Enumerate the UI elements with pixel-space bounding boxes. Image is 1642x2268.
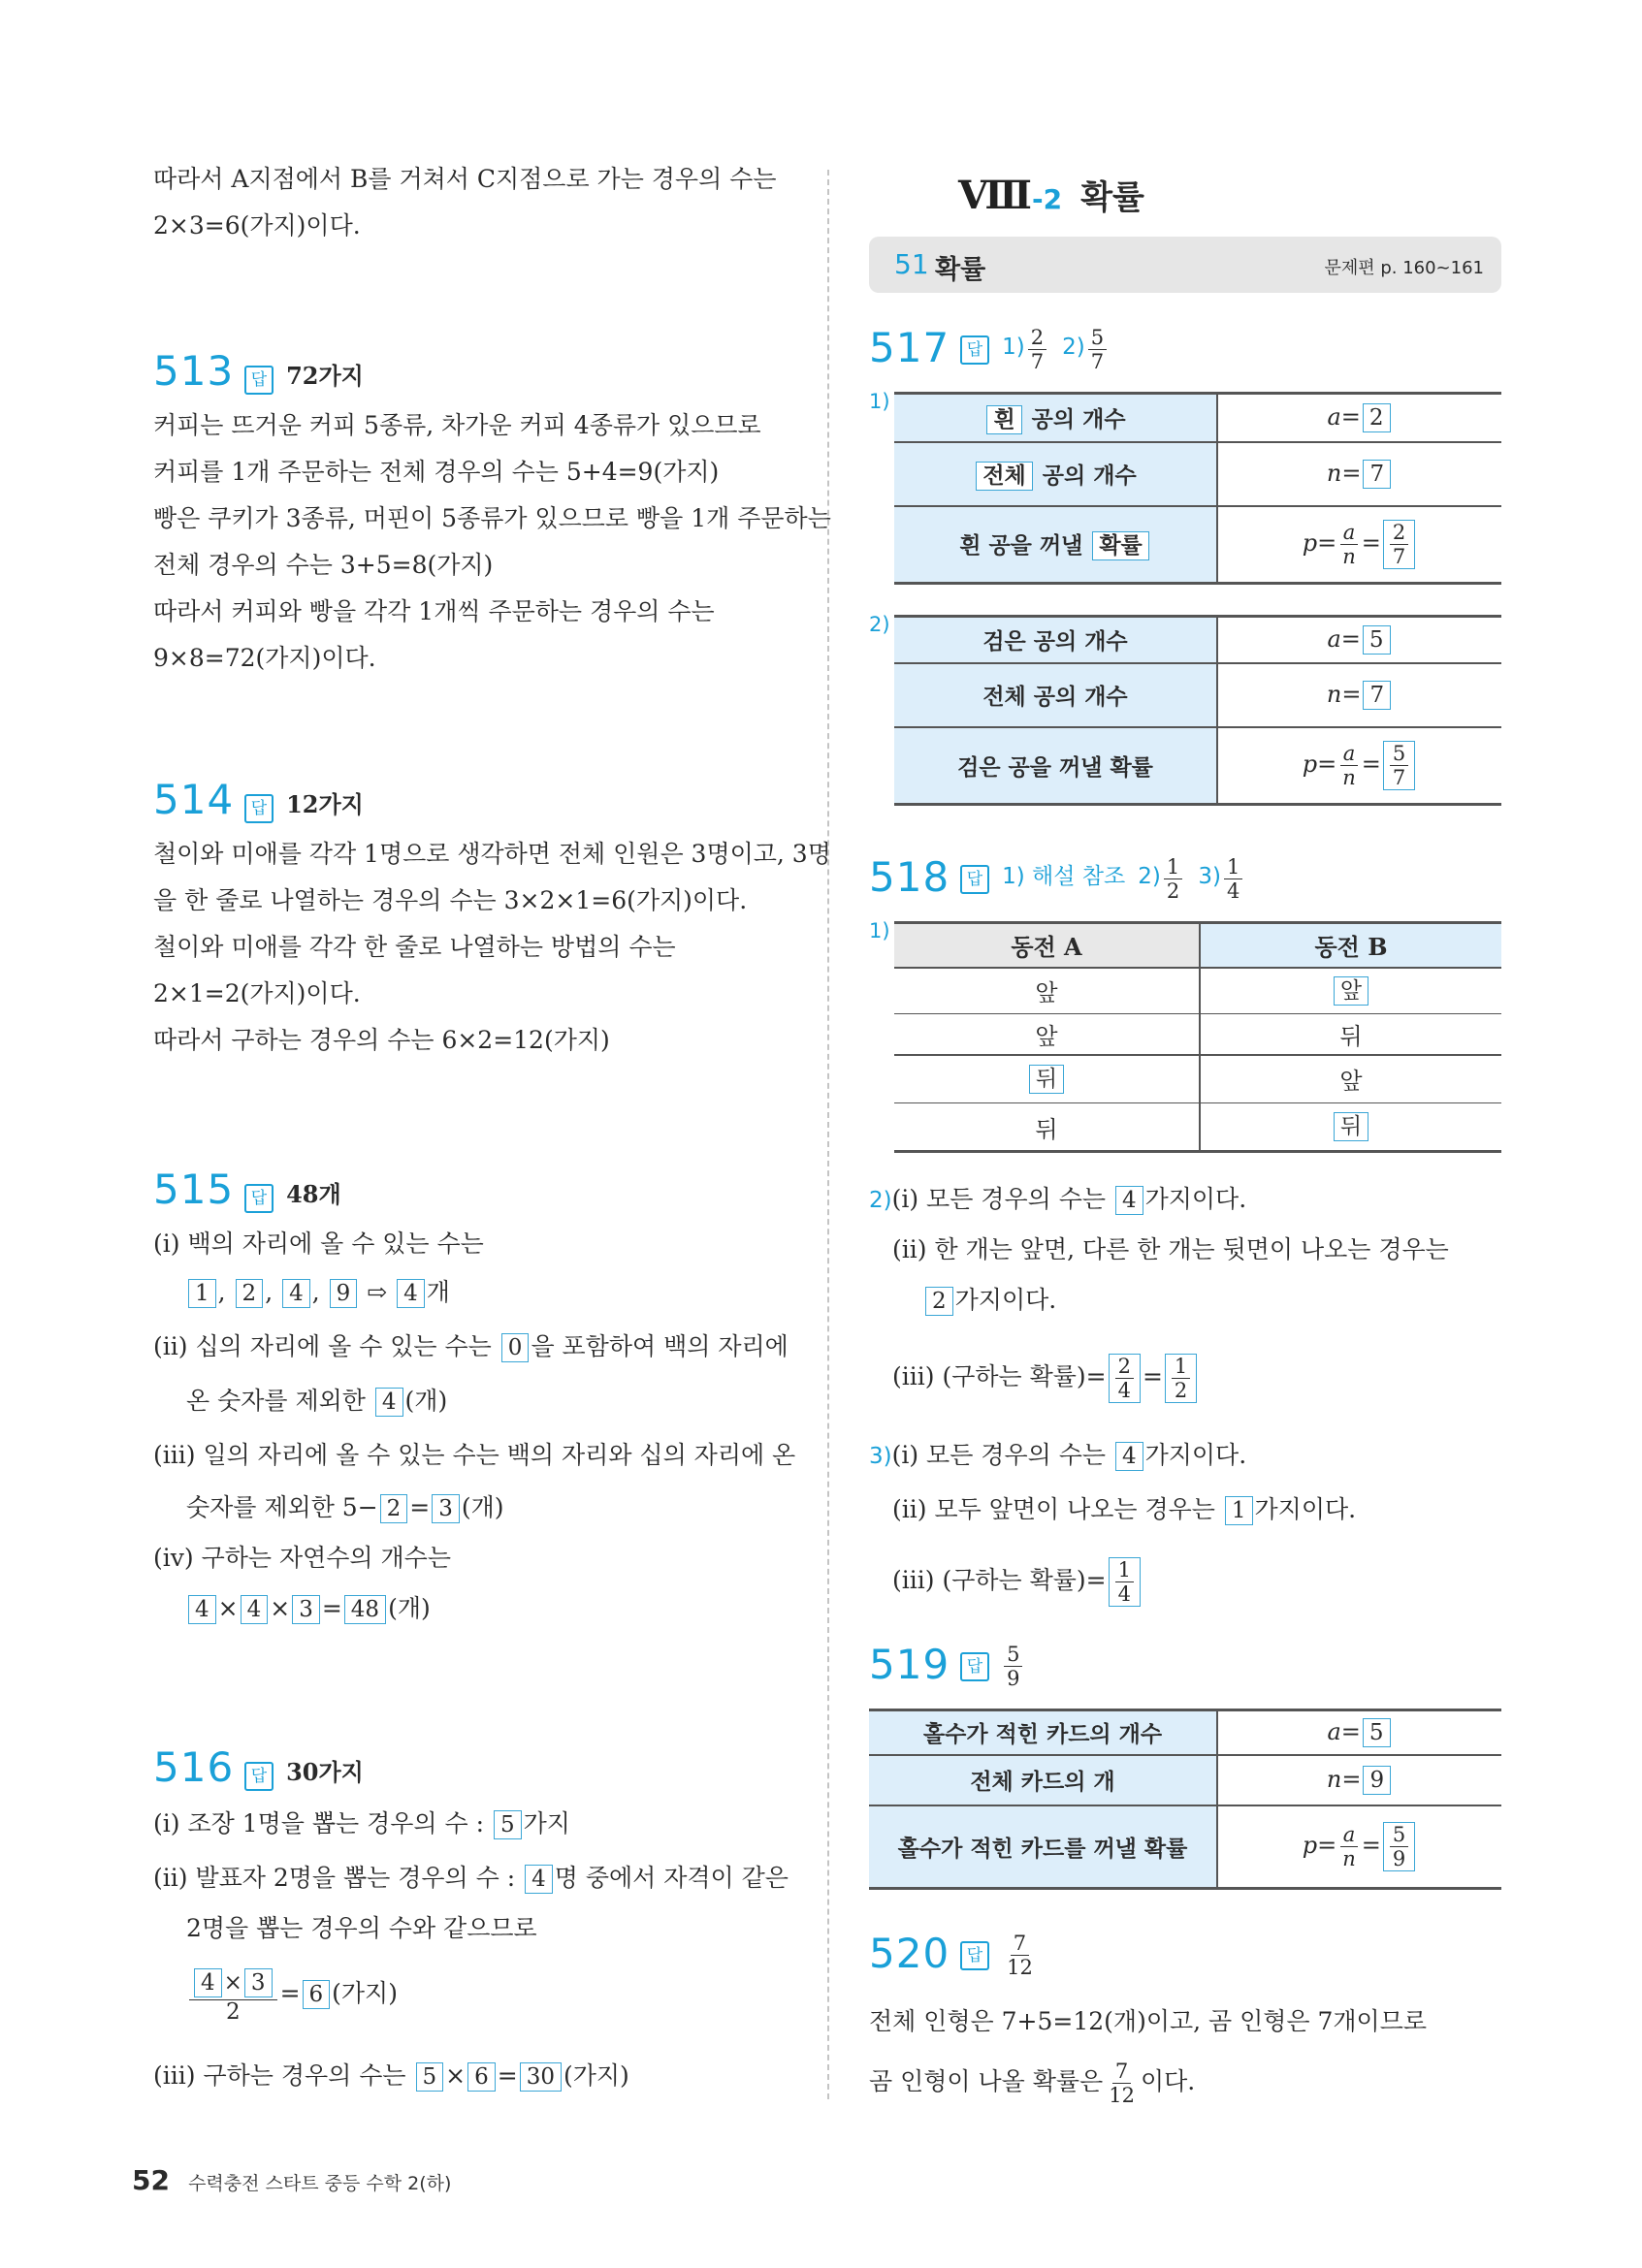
text-span: 가지이다. [1144,1441,1247,1469]
fraction-box [1109,1557,1141,1607]
unit-text: 가지 [523,1809,570,1837]
text-span: (ⅲ) (구하는 확률)= [892,1362,1107,1390]
chapter-title: 확률 [1080,178,1144,217]
table-row [894,727,1501,805]
fraction-denominator: 7 [1030,350,1045,373]
count-box: 5 [494,1810,522,1839]
answer-badge: 답 [244,1184,274,1213]
p516-line-4: $\frac{4 \times 3}{2}$ = 6 (가지) [186,1966,398,2024]
answer-515: 48개 [286,1180,341,1208]
answer-label: 1) [1002,335,1025,360]
fraction [1106,2060,1138,2107]
fraction-box [1383,741,1415,790]
count-box: 2 [925,1287,953,1316]
cell-var: p= [1302,1831,1337,1859]
table-head-cell: 검은 공의 개수 [894,617,1217,663]
p515-line-7: (ⅳ) 구하는 자연수의 개수는 [153,1544,451,1572]
highlight-box: 흰 [986,405,1021,434]
arrow-icon: ⇨ [367,1278,388,1306]
fraction-numerator: 2 [1390,521,1408,545]
table-row [894,394,1501,442]
text-span: 가지이다. [954,1286,1057,1314]
cell-text: 흰 공을 꺼낼 [959,533,1083,559]
table-517-2 [894,615,1501,806]
table-cell: 앞 [894,968,1200,1014]
digit-box: 2 [380,1494,408,1523]
highlight-box: 뒤 [1334,1112,1368,1141]
fraction [1004,1643,1022,1690]
answer-row-518 [960,855,1245,903]
answer-516: 30가지 [286,1758,364,1786]
fraction-denominator: 2 [1166,879,1180,903]
unit-text: (개) [404,1387,448,1415]
text-span: 을 포함하여 백의 자리에 [531,1332,789,1360]
p518-2-line-3 [923,1284,1056,1317]
count-box: 4 [1115,1442,1143,1471]
fraction-box [1109,1354,1141,1403]
count-box: 4 [525,1865,553,1894]
digit-box: 4 [282,1279,310,1308]
p515-line-4 [186,1385,447,1418]
digit-box: 4 [194,1968,222,1997]
table-head-cell: 전체 카드의 개 [869,1755,1217,1805]
answer-badge: 답 [960,865,989,894]
p520-line-1: 전체 인형은 7+5=12(개)이고, 곰 인형은 7개이므로 [869,2007,1428,2035]
page-number: 52 [132,2164,170,2196]
cell-var: a= [1327,1717,1361,1745]
count-box: 4 [1115,1186,1143,1215]
intro-line-1: 따라서 A지점에서 B를 거쳐서 C지점으로 가는 경우의 수는 [153,165,777,193]
p515-line-1: (ⅰ) 백의 자리에 올 수 있는 수는 [153,1230,484,1258]
table-cell [894,1055,1200,1103]
fraction-denominator: 4 [1117,1379,1131,1402]
value-box: 5 [1363,625,1391,655]
answer-row-516 [244,1753,364,1791]
sub-label: 2) [869,613,890,636]
fraction-denominator: n [1342,765,1356,789]
table-row [869,1755,1501,1805]
section-number: 51 [894,248,929,280]
cell-var: a= [1327,402,1361,431]
problem-number-516: 516 [153,1743,235,1791]
p518-2-line-1 [869,1183,1246,1217]
fraction [1224,855,1242,903]
table-row [894,663,1501,727]
table-cell [1200,1103,1501,1152]
coin-table [894,921,1501,1153]
fraction-numerator: 1 [1115,1558,1134,1582]
fraction-numerator: 7 [1011,1932,1029,1956]
table-head-cell [894,506,1217,584]
answer-label: 2) [1062,335,1085,360]
fraction-denominator: 7 [1392,765,1406,789]
answer-row-514 [244,785,364,823]
text-span: 이다. [1140,2067,1196,2095]
text-span: 숫자를 제외한 5− [186,1493,378,1521]
table-row [894,617,1501,663]
table-value-cell: p= $\frac{a}{n}$ = $\frac{5}{9}$ [1217,1805,1501,1889]
fraction: $\frac{4 \times 3}{2}$ [189,1966,277,2024]
table-value-cell [1217,1710,1501,1755]
cell-var: n= [1326,459,1362,487]
table-head-cell: 홀수가 적힌 카드의 개수 [869,1710,1217,1755]
fraction-numerator: 5 [1390,742,1408,766]
table-value-cell: p= $\frac{a}{n}$ = $\frac{2}{7}$ [1217,506,1501,584]
table-value-cell [1217,394,1501,442]
highlight-box: 앞 [1334,976,1368,1006]
text-span: 곰 인형이 나올 확률은 [869,2067,1104,2095]
text-span: 가지이다. [1144,1185,1247,1213]
fraction-numerator: a [1340,742,1359,766]
text-span: 가지이다. [1254,1495,1357,1523]
cell-var: p= [1302,750,1337,778]
book-title: 수력충전 스타트 중등 수학 2(하) [188,2173,452,2194]
table-row [894,442,1501,506]
problem-number-517: 517 [869,324,950,371]
sub-label: 1) [869,390,890,413]
answer-label: 3) [1198,864,1221,889]
cell-var: a= [1327,624,1361,653]
cell-text: 공의 개수 [1031,406,1126,432]
fraction [1339,1823,1359,1870]
table-519 [869,1709,1501,1890]
p515-line-3 [153,1330,789,1363]
problem-number-513: 513 [153,347,235,395]
table-517-1 [894,392,1501,585]
fraction-denominator: 12 [1109,2084,1135,2107]
answer-row-520 [960,1932,1039,1979]
highlight-box: 전체 [976,462,1032,491]
digit-box: 1 [188,1279,216,1308]
fraction [1164,855,1182,903]
fraction-numerator: 5 [1004,1643,1022,1667]
p516-line-1 [153,1807,570,1840]
text-span: (ⅲ) (구하는 확률)= [892,1566,1107,1594]
p520-line-2 [869,2060,1195,2107]
count-box: 3 [432,1494,460,1523]
value-box: 2 [1363,403,1391,432]
fraction-denominator: 9 [1007,1667,1020,1690]
fraction-numerator: 2 [1115,1355,1134,1379]
table-head-cell: 홀수가 적힌 카드를 꺼낼 확률 [869,1805,1217,1889]
highlight-box: 확률 [1092,531,1148,560]
section-title: 확률 [935,255,986,285]
fraction-denominator: n [1342,544,1356,568]
table-head-cell [894,442,1217,506]
digit-box: 3 [292,1595,320,1624]
table-cell: 앞 [894,1014,1200,1055]
p516-line-5: (ⅲ) 구하는 경우의 수는 5 × 6 = 30 (가지) [153,2061,629,2090]
answer-row-519 [960,1643,1025,1690]
unit-text: (가지) [332,1979,398,2007]
fraction-denominator: 4 [1117,1582,1131,1606]
result-box: 30 [520,2062,562,2092]
text-span: 명 중에서 자격이 같은 [554,1864,789,1892]
p514-line-5: 따라서 구하는 경우의 수는 6×2=12(가지) [153,1026,610,1054]
table-row [894,1103,1501,1152]
text-span: (ⅱ) 발표자 2명을 뽑는 경우의 수 : [153,1864,516,1892]
p518-3-line-3 [892,1557,1143,1607]
table-row [894,1014,1501,1055]
table-row [894,968,1501,1014]
text-span: = [409,1493,431,1521]
table-row [869,1710,1501,1755]
table-header: 동전 B [1200,923,1501,968]
unit-text: 개 [426,1278,450,1306]
section-bar [869,237,1501,293]
sub-label: 2) [869,1188,892,1213]
p515-line-2: 1 , 2 , 4 , 9 ⇨ 4 개 [186,1276,450,1309]
p514-line-2: 을 한 줄로 나열하는 경우의 수는 3×2×1=6(가지)이다. [153,886,748,914]
digit-box: 4 [241,1595,269,1624]
fraction [1088,326,1107,373]
answer-row-513 [244,357,364,395]
table-value-cell: p= $\frac{a}{n}$ = $\frac{5}{7}$ [1217,727,1501,805]
cell-var: n= [1326,1765,1362,1793]
table-cell [1200,968,1501,1014]
p514-line-4: 2×1=2(가지)이다. [153,979,361,1007]
fraction-numerator: a [1340,1823,1359,1847]
digit-box: 3 [244,1968,273,1997]
fraction-box [1383,1822,1415,1871]
answer-badge: 답 [960,335,989,365]
table-header-row [894,923,1501,968]
fraction-denominator: 9 [1392,1846,1406,1870]
value-box: 7 [1363,681,1391,710]
p518-2-line-4: (ⅲ) (구하는 확률)= $\frac{2}{4}$ = $\frac{1}{2}$ [892,1354,1199,1403]
problem-number-514: 514 [153,776,235,823]
value-box: 5 [1363,1718,1391,1747]
digit-box: 9 [330,1279,358,1308]
unit-text: (가지) [563,2061,629,2090]
chapter-roman: Ⅷ [958,173,1032,218]
p514-line-3: 철이와 미애를 각각 한 줄로 나열하는 방법의 수는 [153,933,676,961]
sub-label: 1) [869,919,890,942]
table-row [894,506,1501,584]
table-value-cell [1217,1755,1501,1805]
count-box: 4 [397,1279,425,1308]
answer-row-515 [244,1175,341,1213]
table-value-cell [1217,663,1501,727]
table-head-cell: 전체 공의 개수 [894,663,1217,727]
answer-text: 1) 해설 참조 [1002,864,1126,889]
result-box: 48 [344,1595,386,1624]
fraction-denominator: 7 [1392,544,1406,568]
text-span: (ⅰ) 모든 경우의 수는 [891,1441,1107,1469]
problem-number-519: 519 [869,1641,950,1688]
section-ref: 문제편 p. 160~161 [1324,258,1484,278]
answer-label: 2) [1138,864,1161,889]
answer-513: 72가지 [286,362,364,390]
fraction-denominator: 2 [225,1999,241,2025]
cell-var: n= [1326,680,1362,708]
p513-line-3: 빵은 쿠키가 3종류, 머핀이 5종류가 있으므로 빵을 1개 주문하는 [153,504,831,532]
intro-line-2: 2×3=6(가지)이다. [153,211,361,240]
text-span: (ⅰ) 조장 1명을 뽑는 경우의 수 : [153,1809,485,1837]
fraction-numerator: 7 [1112,2060,1131,2084]
table-row [869,1805,1501,1889]
cell-text: 공의 개수 [1042,463,1137,489]
answer-badge: 답 [244,366,274,395]
fraction [1004,1932,1036,1979]
problem-number-515: 515 [153,1166,235,1213]
fraction [1028,326,1046,373]
answer-badge: 답 [244,1762,274,1791]
fraction-numerator: 1 [1164,855,1182,879]
p513-line-4: 전체 경우의 수는 3+5=8(가지) [153,551,494,579]
highlight-box: 뒤 [1029,1065,1064,1094]
fraction-denominator: n [1342,1846,1356,1870]
table-header: 동전 A [894,923,1200,968]
table-row [894,1055,1501,1103]
fraction-numerator: a [1340,521,1359,545]
fraction-denominator: 12 [1007,1956,1033,1979]
digit-box: 6 [467,2062,496,2092]
column-divider [827,170,829,2099]
p516-line-3: 2명을 뽑는 경우의 수와 같으므로 [186,1914,537,1942]
chapter-heading [958,171,1144,218]
fraction [1339,742,1359,789]
table-cell: 앞 [1200,1055,1501,1103]
p513-line-2: 커피를 1개 주문하는 전체 경우의 수는 5+4=9(가지) [153,458,720,486]
p518-3-line-1 [869,1439,1246,1473]
count-box: 1 [1225,1496,1253,1525]
answer-row-517 [960,326,1110,373]
text-span: (ⅱ) 십의 자리에 올 수 있는 수는 [153,1332,492,1360]
text-span: (ⅱ) 모두 앞면이 나오는 경우는 [892,1495,1215,1523]
fraction-numerator: 1 [1172,1355,1190,1379]
result-box: 6 [303,1980,331,2009]
answer-514: 12가지 [286,790,364,818]
p515-line-5: (ⅲ) 일의 자리에 올 수 있는 수는 백의 자리와 십의 자리에 온 [153,1441,796,1469]
digit-box: 4 [188,1595,216,1624]
p518-2-line-2: (ⅱ) 한 개는 앞면, 다른 한 개는 뒷면이 나오는 경우는 [892,1235,1449,1263]
unit-text: (개) [461,1493,504,1521]
digit-box: 5 [416,2062,444,2092]
table-head-cell: 검은 공을 꺼낼 확률 [894,727,1217,805]
fraction-box [1383,520,1415,569]
answer-badge: 답 [960,1652,989,1681]
sub-label: 3) [869,1444,892,1469]
count-box: 4 [375,1388,403,1417]
digit-box: 2 [236,1279,264,1308]
text-span: (ⅲ) 구하는 경우의 수는 [153,2061,406,2090]
digit-box: 0 [501,1333,530,1362]
answer-badge: 답 [244,794,274,823]
fraction-denominator: 7 [1090,350,1105,373]
fraction-numerator: 1 [1224,855,1242,879]
p516-line-2 [153,1862,789,1895]
table-cell: 뒤 [894,1103,1200,1152]
fraction-denominator: 2 [1174,1379,1188,1402]
problem-number-518: 518 [869,853,950,901]
table-head-cell [894,394,1217,442]
p513-line-1: 커피는 뜨거운 커피 5종류, 차가운 커피 4종류가 있으므로 [153,411,761,439]
value-box: 9 [1363,1766,1391,1795]
p513-line-5: 따라서 커피와 빵을 각각 1개씩 주문하는 경우의 수는 [153,597,715,625]
p515-line-8: 4 × 4 × 3 = 48 (개) [186,1592,431,1625]
page-footer [132,2164,451,2196]
table-cell: 뒤 [1200,1014,1501,1055]
fraction-box [1165,1354,1197,1403]
text-span: (ⅰ) 모든 경우의 수는 [891,1185,1107,1213]
fraction-denominator: 4 [1226,879,1240,903]
p513-line-6: 9×8=72(가지)이다. [153,644,376,672]
fraction-numerator: 5 [1390,1823,1408,1847]
table-value-cell [1217,442,1501,506]
p514-line-1: 철이와 미애를 각각 1명으로 생각하면 전체 인원은 3명이고, 3명 [153,840,831,868]
value-box: 7 [1363,460,1391,489]
fraction-numerator: 2 [1028,326,1046,350]
unit-text: (개) [388,1594,431,1622]
problem-number-520: 520 [869,1930,950,1977]
text-span: 온 숫자를 제외한 [186,1387,366,1415]
p518-3-line-2 [892,1493,1356,1526]
fraction-numerator: 5 [1088,326,1107,350]
chapter-sub: -2 [1032,183,1063,215]
cell-var: p= [1302,528,1337,557]
table-value-cell [1217,617,1501,663]
fraction [1339,521,1359,568]
p515-line-6 [186,1491,504,1524]
answer-badge: 답 [960,1941,989,1970]
